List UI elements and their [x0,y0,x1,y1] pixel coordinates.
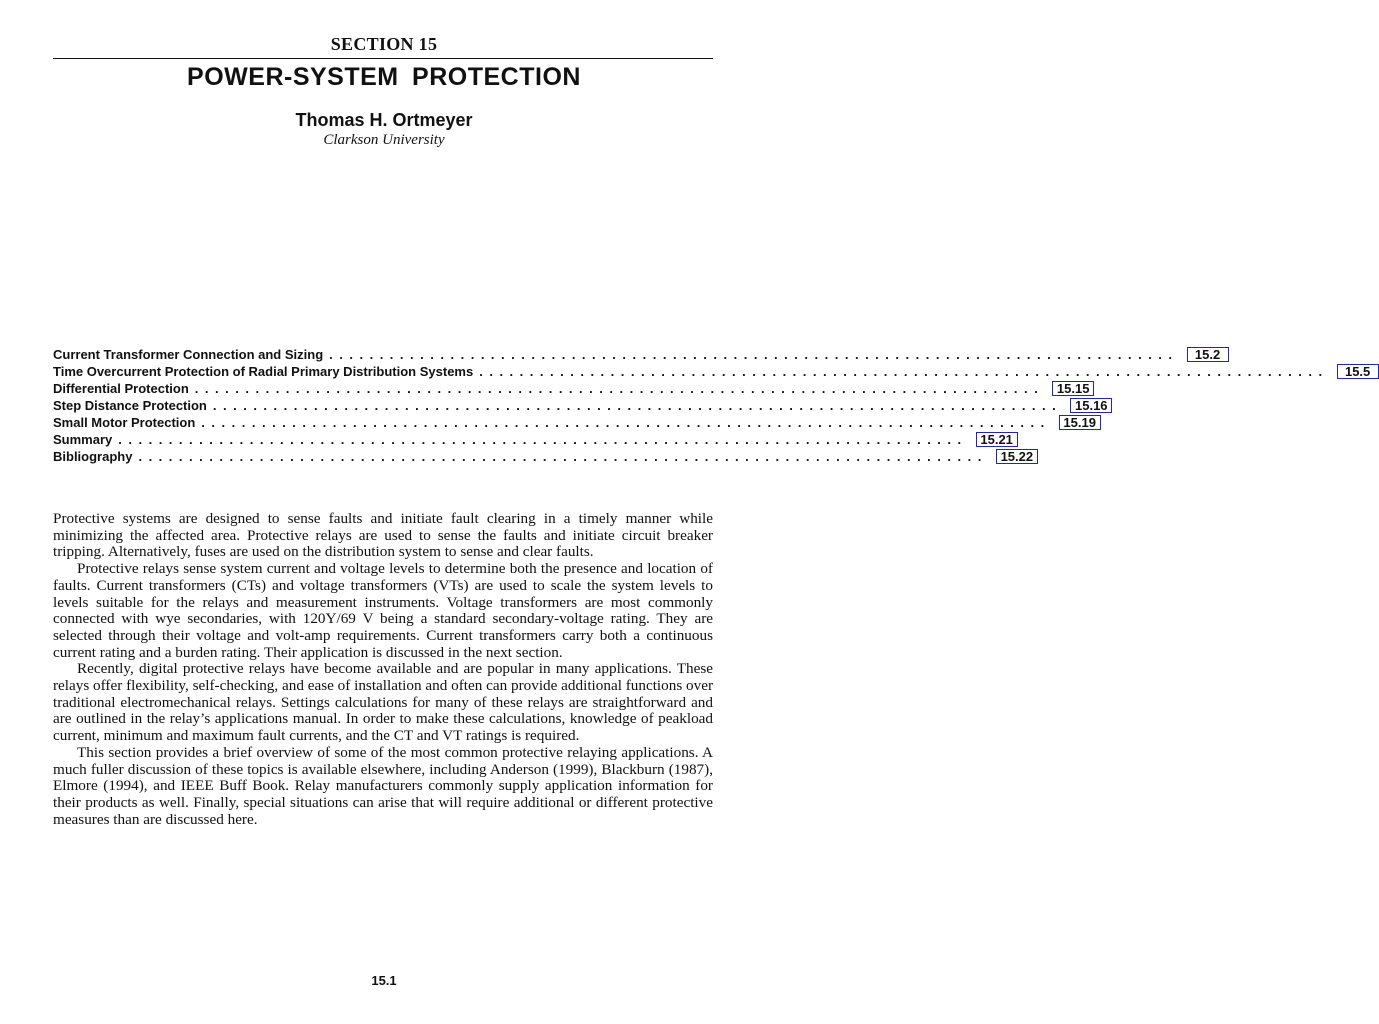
toc-page-link[interactable]: 15.19 [1059,415,1101,430]
toc-entry-title: Time Overcurrent Protection of Radial Primary Distribution Systems [53,364,474,379]
toc-leader-dots: .................................................................................... [118,432,968,447]
toc-leader-dots: .................................................................................... [138,449,988,464]
body-paragraph: This section provides a brief overview of some of the most common protective relaying applications. A much fuller discussion of these topics is available elsewhere, including Anderson (1999), Blackburn (1987), Elmore (1994), and IEEE Buff Book. Relay manufacturers commonly supply application information for their products as well. Finally, special situations can arise that will require additional or different protective measures than are discussed here. [53,743,713,828]
body-paragraph: Protective systems are designed to sense faults and initiate fault clearing in a timely manner while minimizing the affected area. Protective relays are used to sense the faults and initiate circuit breaker tripping. Alternatively, fuses are used on the distribution system to sense and clear faults. [53,510,713,561]
toc-row [53,363,1371,380]
toc-leader-dots: .................................................................................... [194,381,1045,396]
toc-row [53,431,1013,448]
section-label: SECTION 15 [330,34,438,54]
toc-row [53,346,1221,363]
toc-entry-title: Differential Protection [53,381,189,396]
author-name: Thomas H. Ortmeyer [295,110,473,130]
toc-row [53,448,1034,465]
page-title: POWER-SYSTEM PROTECTION [187,63,581,91]
toc-entry-title: Step Distance Protection [53,398,207,413]
toc-row [53,397,1108,414]
author-affiliation: Clarkson University [323,132,445,148]
toc-leader-dots: .................................................................................... [201,415,1051,430]
toc-leader-dots: .................................................................................... [329,347,1179,362]
table-of-contents [53,346,1371,465]
toc-entry-title: Bibliography [53,449,133,464]
toc-page-link[interactable]: 15.2 [1187,347,1229,362]
toc-row [53,414,1096,431]
toc-page-link[interactable]: 15.22 [996,449,1038,464]
toc-entry-title: Current Transformer Connection and Sizing [53,347,324,362]
page-number: 15.1 [371,973,397,988]
toc-leader-dots: .................................................................................... [212,398,1063,413]
body-text [53,511,713,828]
toc-page-link[interactable]: 15.21 [976,432,1018,447]
toc-entry-title: Small Motor Protection [53,415,196,430]
body-paragraph: Recently, digital protective relays have become available and are popular in many applications. These relays offer flexibility, self-checking, and ease of installation and often can provide additional functions over traditional electromechanical relays. Settings calculations for many of these relays are straightforward and are outlined in the relay’s applications manual. In order to make these calculations, knowledge of peakload current, minimum and maximum fault currents, and the CT and VT ratings is required. [53,660,714,745]
body-paragraph: Protective relays sense system current and voltage levels to determine both the presence and location of faults. Current transformers (CTs) and voltage transformers (VTs) are used to scale the system levels to levels suitable for the relays and measurement instruments. Voltage transformers are most commonly connected with wye secondaries, with 120Y/69 V being a standard secondary-voltage rating. They are selected through their voltage and volt-amp requirements. Current transformers carry both a continuous current rating and a burden rating. Their application is discussed in the next section. [53,560,713,661]
toc-leader-dots: .................................................................................... [479,364,1329,379]
toc-page-link[interactable]: 15.16 [1070,398,1112,413]
toc-page-link[interactable]: 15.15 [1052,381,1094,396]
toc-page-link[interactable]: 15.5 [1337,364,1379,379]
toc-entry-title: Summary [53,432,113,447]
toc-row [53,380,1090,397]
header-rule [53,58,713,59]
